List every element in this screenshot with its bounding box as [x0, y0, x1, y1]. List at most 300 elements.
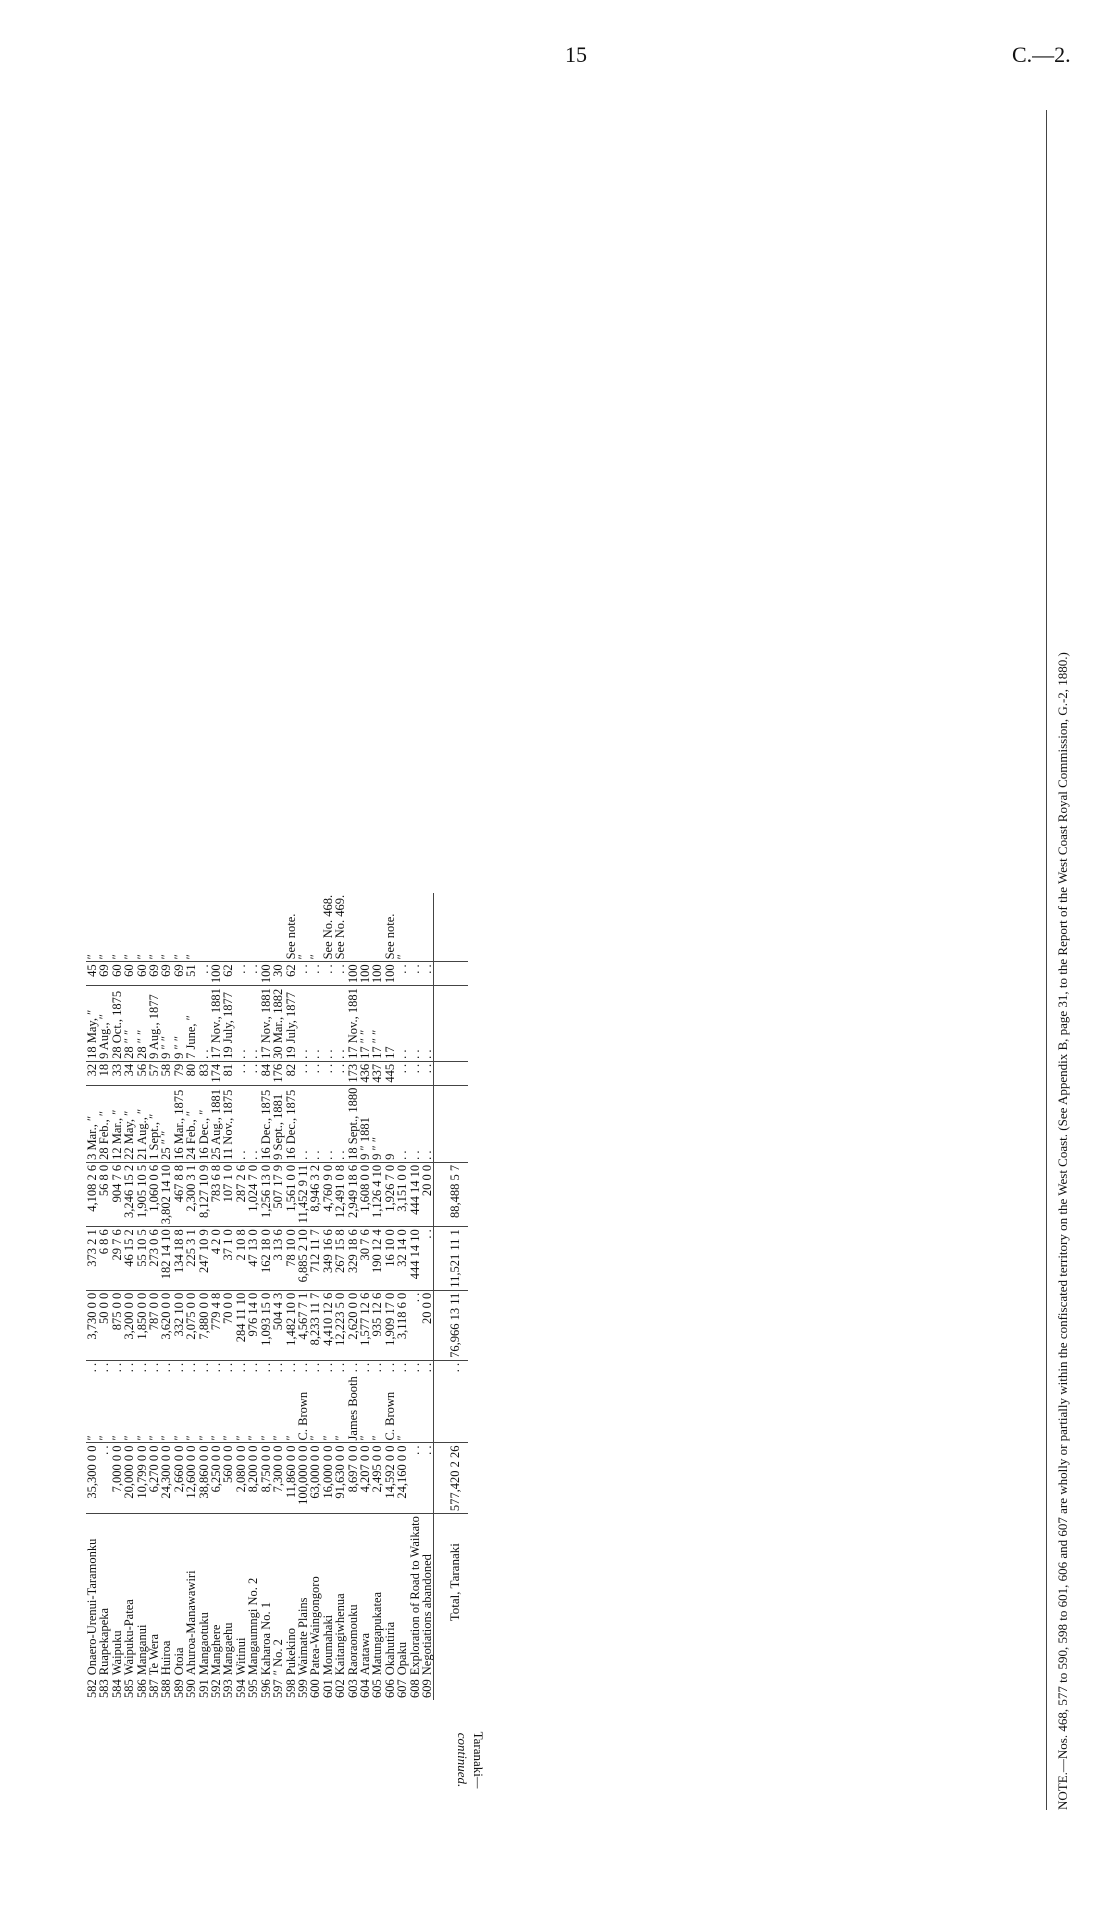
expenses: 190 12 4	[371, 1227, 383, 1290]
acreage: . .	[98, 1443, 110, 1514]
purchase-agent: ″	[136, 1374, 148, 1443]
land-block-name: Matungapukatea	[370, 1591, 385, 1676]
remarks: ″	[148, 893, 160, 962]
percentage: 100	[210, 962, 222, 986]
remarks: See note.	[285, 893, 297, 962]
row-number: 592	[209, 1679, 224, 1698]
row-number: 598	[283, 1679, 298, 1698]
total-price: 76,966 13 11	[434, 1290, 469, 1360]
land-block-name: Mangaehu	[221, 1622, 236, 1676]
date-completed: 17	[384, 986, 396, 1062]
date-paid: . .	[409, 1085, 421, 1162]
land-block-name: Mangaumngi No. 2	[246, 1577, 261, 1676]
date-paid: 16 Mar., 1875	[173, 1085, 185, 1162]
table-row	[334, 893, 346, 1700]
expenses: 16 10 0	[384, 1227, 396, 1290]
purchase-price: 50 0 0	[98, 1290, 110, 1360]
total-cost: 1,608 0 0	[359, 1162, 371, 1226]
purchase-price: 1,577 12 6	[359, 1290, 371, 1360]
date-paid: 16 Dec., 1875	[285, 1085, 297, 1162]
dots: . .	[134, 1362, 149, 1373]
purchase-agent: C. Brown	[384, 1374, 396, 1443]
rotated-table-region	[86, 105, 1096, 1810]
remarks	[198, 893, 210, 962]
deed-number: . .	[421, 1061, 434, 1085]
percentage: 69	[148, 962, 160, 986]
land-block-name: Huiroa	[159, 1640, 174, 1676]
date-paid: 9 Sept., 1881	[272, 1085, 284, 1162]
table-row	[309, 893, 321, 1700]
acreage: 6,250 0 0	[210, 1443, 222, 1514]
row-number: 591	[196, 1679, 211, 1698]
dots: . .	[196, 1362, 211, 1373]
acreage: 8,697 0 0	[347, 1443, 359, 1514]
purchase-agent: C. Brown	[297, 1374, 309, 1443]
acreage: 16,000 0 0	[322, 1443, 334, 1514]
percentage: 100	[359, 962, 371, 986]
dots: . .	[283, 1362, 298, 1373]
purchase-agent: ″	[86, 1374, 98, 1443]
row-number: 604	[357, 1679, 372, 1698]
remarks	[222, 893, 234, 962]
dots: . .	[395, 1362, 410, 1373]
percentage: 69	[160, 962, 172, 986]
expenses: 2 10 8	[235, 1227, 247, 1290]
date-completed: . .	[334, 986, 346, 1062]
purchase-price: 935 12 6	[371, 1290, 383, 1360]
acreage: 7,300 0 0	[272, 1443, 284, 1514]
date-completed: . .	[322, 986, 334, 1062]
total-cost: 2,300 3 1	[185, 1162, 197, 1226]
deed-number: . .	[309, 1061, 321, 1085]
purchase-price: 1,909 17 0	[384, 1290, 396, 1360]
date-paid: 25 ″ ″	[160, 1085, 172, 1162]
percentage: 100	[260, 962, 272, 986]
land-block-name: Te Wera	[147, 1633, 162, 1676]
total-cost: 287 2 6	[235, 1162, 247, 1226]
land-block-name: Mangaotuku	[196, 1612, 211, 1676]
dots: . .	[345, 1362, 360, 1373]
purchase-price: 787 0 0	[148, 1290, 160, 1360]
date-paid: 3 Mar., ″	[86, 1085, 98, 1162]
percentage: 60	[111, 962, 123, 986]
remarks	[247, 893, 259, 962]
dots: . .	[184, 1362, 199, 1373]
expenses: 182 14 10	[160, 1227, 172, 1290]
land-block-name: Aratawa	[357, 1632, 372, 1676]
table-row	[160, 893, 172, 1700]
deed-number: 82	[285, 1061, 297, 1085]
table-row	[185, 893, 197, 1700]
date-paid: 1 Sept., ″	[148, 1085, 160, 1162]
acreage: 20,000 0 0	[123, 1443, 135, 1514]
purchase-price: 504 4 3	[272, 1290, 284, 1360]
percentage: 51	[185, 962, 197, 986]
row-number: 607	[395, 1679, 410, 1698]
row-number: 609	[419, 1679, 434, 1698]
land-block-name: Kaitangiwhenua	[333, 1593, 348, 1676]
date-paid: . .	[235, 1085, 247, 1162]
table-row	[123, 893, 135, 1700]
acreage: 11,860 0 0	[285, 1443, 297, 1514]
percentage: . .	[421, 962, 434, 986]
purchase-agent: ″	[334, 1374, 346, 1443]
blank	[434, 1677, 469, 1700]
expenses: 273 0 6	[148, 1227, 160, 1290]
expenses: 47 13 0	[247, 1227, 259, 1290]
remarks: ″	[111, 893, 123, 962]
total-cost: 3,246 15 2	[123, 1162, 135, 1226]
remarks: ″	[136, 893, 148, 962]
remarks	[235, 893, 247, 962]
total-cost: 1,126 4 10	[371, 1162, 383, 1226]
deed-number: 80	[185, 1061, 197, 1085]
expenses: 6 8 6	[98, 1227, 110, 1290]
table-wrapper	[86, 893, 468, 1700]
dots: . .	[122, 1362, 137, 1373]
deed-number: 84	[260, 1061, 272, 1085]
blank	[434, 1374, 469, 1443]
section-label-main: Taranaki	[471, 1731, 486, 1777]
land-block-name: Raoraomouku	[345, 1604, 360, 1676]
row-number: 595	[246, 1679, 261, 1698]
purchase-agent: ″	[359, 1374, 371, 1443]
date-completed: 17 Nov., 1881	[260, 986, 272, 1062]
expenses: 6,885 2 10	[297, 1227, 309, 1290]
expenses: 3 13 6	[272, 1227, 284, 1290]
total-cost: 1,926 7 0	[384, 1162, 396, 1226]
total-cost: 11,452 9 11	[297, 1162, 309, 1226]
section-label	[454, 1710, 486, 1810]
deed-number: 79	[173, 1061, 185, 1085]
percentage: 100	[371, 962, 383, 986]
blank	[434, 986, 469, 1062]
purchase-agent: ″	[396, 1374, 408, 1443]
date-completed: . .	[409, 986, 421, 1062]
purchase-agent	[409, 1374, 421, 1443]
dots: . .	[295, 1362, 310, 1373]
date-paid: 9	[384, 1085, 396, 1162]
land-block-name: Witinui	[233, 1637, 248, 1676]
row-number: 588	[159, 1679, 174, 1698]
blank	[434, 962, 469, 986]
purchase-price: 1,093 15 0	[260, 1290, 272, 1360]
total-dots: . .	[434, 1360, 469, 1374]
purchase-price: 779 4 8	[210, 1290, 222, 1360]
acreage: 4,207 0 0	[359, 1443, 371, 1514]
row-number: 603	[345, 1679, 360, 1698]
blank	[434, 893, 469, 962]
percentage: 62	[222, 962, 234, 986]
acreage: 560 0 0	[222, 1443, 234, 1514]
dots: . .	[419, 1362, 434, 1373]
purchase-price: 20 0 0	[421, 1290, 434, 1360]
remarks	[421, 893, 434, 962]
purchase-price: . .	[409, 1290, 421, 1360]
date-paid: . .	[297, 1085, 309, 1162]
date-completed: 30 Mar., 1882	[272, 986, 284, 1062]
percentage: 100	[347, 962, 359, 986]
land-block-name: Manganui	[134, 1624, 149, 1676]
expenses: 349 16 6	[322, 1227, 334, 1290]
purchase-agent: ″	[235, 1374, 247, 1443]
land-block-name: ″ No. 2	[271, 1639, 286, 1676]
deed-number: . .	[247, 1061, 259, 1085]
acreage: 2,495 0 0	[371, 1443, 383, 1514]
land-block-name: Manghere	[209, 1624, 224, 1676]
date-completed: 7 June, ″	[185, 986, 197, 1062]
total-cost: 1,561 0 0	[285, 1162, 297, 1226]
remarks: See No. 468.	[322, 893, 334, 962]
total-cost: 444 14 10	[409, 1162, 421, 1226]
row-number: 582	[85, 1679, 99, 1698]
purchase-agent: ″	[123, 1374, 135, 1443]
land-block-name: Opaku	[395, 1641, 410, 1676]
deed-number: 81	[222, 1061, 234, 1085]
acreage: . .	[421, 1443, 434, 1514]
remarks: ″	[98, 893, 110, 962]
dots: . .	[333, 1362, 348, 1373]
date-paid: . .	[421, 1085, 434, 1162]
date-paid: 11 Nov., 1875	[222, 1085, 234, 1162]
remarks	[210, 893, 222, 962]
table-row	[371, 893, 383, 1700]
dots: . .	[308, 1362, 323, 1373]
acreage: 63,000 0 0	[309, 1443, 321, 1514]
percentage: . .	[247, 962, 259, 986]
expenses: . .	[421, 1227, 434, 1290]
date-completed: 28 Oct., 1875	[111, 986, 123, 1062]
date-paid: 18 Sept., 1880	[347, 1085, 359, 1162]
date-paid: 21 Aug., ″	[136, 1085, 148, 1162]
dots: . .	[221, 1362, 236, 1373]
date-completed: 18 May, ″	[86, 986, 98, 1062]
expenses: 78 10 0	[285, 1227, 297, 1290]
dots: . .	[407, 1362, 422, 1373]
date-completed: . .	[235, 986, 247, 1062]
row-number: 583	[97, 1679, 112, 1698]
expenses: 267 15 8	[334, 1227, 346, 1290]
purchase-agent: ″	[247, 1374, 259, 1443]
dots: . .	[258, 1362, 273, 1373]
acreage: 35,300 0 0	[86, 1443, 98, 1514]
total-cost: 12,491 0 8	[334, 1162, 346, 1226]
percentage: . .	[396, 962, 408, 986]
date-paid: . .	[247, 1085, 259, 1162]
purchase-price: 1,850 0 0	[136, 1290, 148, 1360]
deed-number: . .	[396, 1061, 408, 1085]
land-block-name: Ahuroa-Manawawiri	[184, 1570, 199, 1676]
total-cost: 1,024 7 0	[247, 1162, 259, 1226]
purchase-price: 1,482 10 0	[285, 1290, 297, 1360]
row-number: 589	[171, 1679, 186, 1698]
dots: . .	[147, 1362, 162, 1373]
row-number: 605	[370, 1679, 385, 1698]
acreage: 8,750 0 0	[260, 1443, 272, 1514]
purchase-price: 3,200 0 0	[123, 1290, 135, 1360]
purchase-agent: ″	[160, 1374, 172, 1443]
table-row	[272, 893, 284, 1700]
land-block-name: Pukekino	[283, 1628, 298, 1676]
acreage: 7,000 0 0	[111, 1443, 123, 1514]
percentage: 100	[384, 962, 396, 986]
deed-number: 174	[210, 1061, 222, 1085]
purchase-price: 284 11 10	[235, 1290, 247, 1360]
blank	[434, 1061, 469, 1085]
dots: . .	[233, 1362, 248, 1373]
table-row	[98, 893, 110, 1700]
expenses: 30 7 6	[359, 1227, 371, 1290]
date-paid: 22 May, ″	[123, 1085, 135, 1162]
remarks: ″	[396, 893, 408, 962]
total-cost: 20 0 0	[421, 1162, 434, 1226]
deed-number: 57	[148, 1061, 160, 1085]
row-number: 599	[295, 1679, 310, 1698]
deed-number: 56	[136, 1061, 148, 1085]
acreage: 10,799 0 0	[136, 1443, 148, 1514]
percentage: 45	[86, 962, 98, 986]
section-label-continued: —continued.	[455, 1732, 486, 1789]
total-cost: 3,151 0 0	[396, 1162, 408, 1226]
purchase-price: 4,567 7 1	[297, 1290, 309, 1360]
total-cost: 56 8 0	[98, 1162, 110, 1226]
row-number: 596	[258, 1679, 273, 1698]
remarks: ″	[160, 893, 172, 962]
acreage: 2,080 0 0	[235, 1443, 247, 1514]
land-block-name: Exploration of Road to Waikato	[407, 1516, 422, 1676]
row-number: 606	[382, 1679, 397, 1698]
expenses: 444 14 10	[409, 1227, 421, 1290]
total-expenses: 11,521 11 1	[434, 1227, 469, 1290]
dots: . .	[171, 1362, 186, 1373]
purchase-agent: ″	[210, 1374, 222, 1443]
row-number: 594	[233, 1679, 248, 1698]
land-block-name: Waipuku	[109, 1630, 124, 1676]
purchase-agent: ″	[185, 1374, 197, 1443]
acreage: 24,160 0 0	[396, 1443, 408, 1514]
remarks: See No. 469.	[334, 893, 346, 962]
expenses: 329 18 6	[347, 1227, 359, 1290]
purchase-price: 70 0 0	[222, 1290, 234, 1360]
deed-number: 445	[384, 1061, 396, 1085]
date-paid: 28 Feb., ″	[98, 1085, 110, 1162]
row-number: 608	[407, 1679, 422, 1698]
land-block-name: Patea-Waingongoro	[308, 1576, 323, 1676]
purchase-price: 332 10 0	[173, 1290, 185, 1360]
row-number: 586	[134, 1679, 149, 1698]
date-completed: 19 July, 1877	[285, 986, 297, 1062]
row-number: 602	[333, 1679, 348, 1698]
purchase-price: 4,410 12 6	[322, 1290, 334, 1360]
blank	[434, 1085, 469, 1162]
land-block-name: Waipuku-Patea	[122, 1599, 137, 1676]
dots: . .	[97, 1362, 112, 1373]
purchase-agent: ″	[260, 1374, 272, 1443]
purchase-agent: ″	[222, 1374, 234, 1443]
date-completed: 28 ″ ″	[136, 986, 148, 1062]
deed-number: 436	[359, 1061, 371, 1085]
dots: . .	[320, 1362, 335, 1373]
deed-number: 34	[123, 1061, 135, 1085]
land-block-name: Ruapekapeka	[97, 1607, 112, 1676]
remarks	[359, 893, 371, 962]
purchase-price: 12,223 5 0	[334, 1290, 346, 1360]
total-cost: 1,060 0 6	[148, 1162, 160, 1226]
taranaki-table	[86, 893, 468, 1700]
total-cost: 3,802 14 10	[160, 1162, 172, 1226]
table-row	[421, 893, 434, 1700]
document-reference: C.—2.	[1012, 42, 1071, 67]
purchase-price: 976 14 0	[247, 1290, 259, 1360]
land-block-name: Okahutiria	[382, 1621, 397, 1676]
acreage: 8,200 0 0	[247, 1443, 259, 1514]
acreage: 6,270 0 0	[148, 1443, 160, 1514]
purchase-agent: ″	[148, 1374, 160, 1443]
acreage: 91,630 0 0	[334, 1443, 346, 1514]
acreage: 12,600 0 0	[185, 1443, 197, 1514]
deed-number: 83	[198, 1061, 210, 1085]
remarks: ″	[297, 893, 309, 962]
total-cost: 507 17 9	[272, 1162, 284, 1226]
row-number: 600	[308, 1679, 323, 1698]
row-number: 584	[109, 1679, 124, 1698]
percentage: 60	[136, 962, 148, 986]
date-paid: 12 Mar., ″	[111, 1085, 123, 1162]
total-cost: 4,108 2 6	[86, 1162, 98, 1226]
purchase-price: 3,730 0 0	[86, 1290, 98, 1360]
purchase-price: 8,233 11 7	[309, 1290, 321, 1360]
remarks	[260, 893, 272, 962]
date-completed: . .	[247, 986, 259, 1062]
expenses: 55 10 5	[136, 1227, 148, 1290]
remarks: ″	[309, 893, 321, 962]
dots: . .	[271, 1362, 286, 1373]
dots: . .	[209, 1362, 224, 1373]
total-cost: 2,949 18 6	[347, 1162, 359, 1226]
date-completed: . .	[198, 986, 210, 1062]
land-block-name: Kaharoa No. 1	[258, 1602, 273, 1676]
purchase-agent: ″	[371, 1374, 383, 1443]
acreage: 24,300 0 0	[160, 1443, 172, 1514]
row-number: 585	[122, 1679, 137, 1698]
expenses: 37 1 0	[222, 1227, 234, 1290]
remarks	[409, 893, 421, 962]
purchase-price: 7,880 0 0	[198, 1290, 210, 1360]
percentage: . .	[297, 962, 309, 986]
row-number: 590	[184, 1679, 199, 1698]
remarks	[371, 893, 383, 962]
expenses: 225 3 1	[185, 1227, 197, 1290]
row-number: 587	[147, 1679, 162, 1698]
expenses: 712 11 7	[309, 1227, 321, 1290]
deed-number: 33	[111, 1061, 123, 1085]
deed-number: 173	[347, 1061, 359, 1085]
acreage: 100,000 0 0	[297, 1443, 309, 1514]
land-block-name: Negotiations abandoned	[419, 1554, 434, 1676]
date-paid: . .	[396, 1085, 408, 1162]
total-cost: 107 1 0	[222, 1162, 234, 1226]
row-number: 597	[271, 1679, 286, 1698]
dots: . .	[382, 1362, 397, 1373]
dots: . .	[159, 1362, 174, 1373]
deed-number: . .	[322, 1061, 334, 1085]
expenses: 134 18 8	[173, 1227, 185, 1290]
expenses: 162 18 0	[260, 1227, 272, 1290]
deed-number: 32	[86, 1061, 98, 1085]
percentage: . .	[334, 962, 346, 986]
expenses: 247 10 9	[198, 1227, 210, 1290]
percentage: . .	[235, 962, 247, 986]
